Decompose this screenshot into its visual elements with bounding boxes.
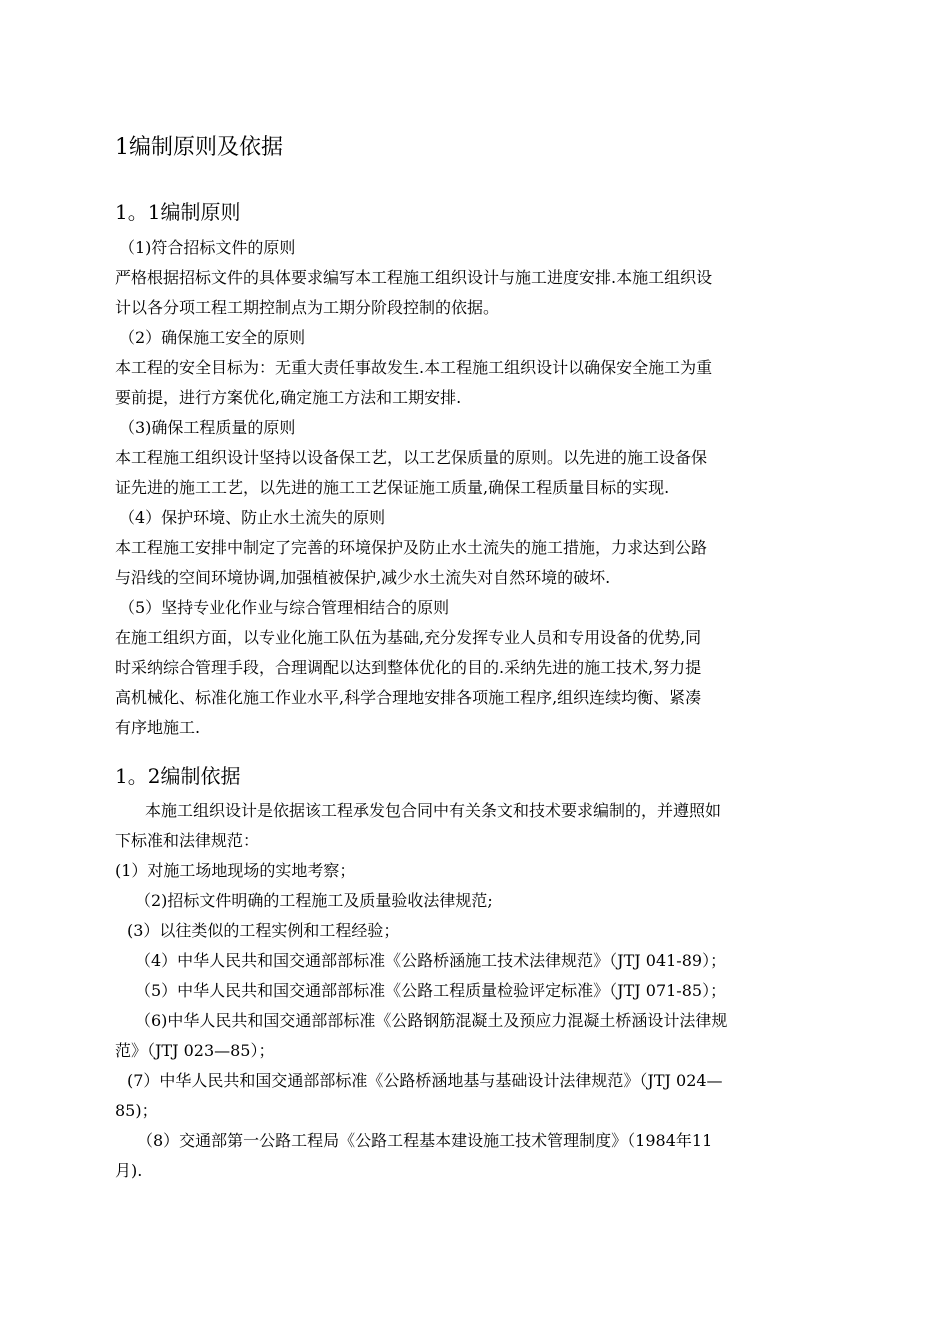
list-item: （2)招标文件明确的工程施工及质量验收法律规范; bbox=[135, 891, 493, 910]
paragraph-line: 下标准和法律规范： bbox=[115, 831, 260, 850]
paragraph-line: 要前提，进行方案优化,确定施工方法和工期安排. bbox=[115, 388, 462, 407]
paragraph-line: 严格根据招标文件的具体要求编写本工程施工组织设计与施工进度安排.本施工组织设 bbox=[115, 268, 713, 287]
paragraph-line: 高机械化、标准化施工作业水平,科学合理地安排各项施工程序,组织连续均衡、紧凑 bbox=[115, 688, 702, 707]
list-item-continued: 范》（JTJ 023—85）； bbox=[115, 1041, 275, 1060]
paragraph-line: 有序地施工. bbox=[115, 718, 201, 737]
paragraph-line: 时采纳综合管理手段，合理调配以达到整体优化的目的.采纳先进的施工技术,努力提 bbox=[115, 658, 702, 677]
paragraph-line: （3)确保工程质量的原则 bbox=[119, 418, 296, 437]
paragraph-line: （1)符合招标文件的原则 bbox=[119, 238, 296, 257]
list-item: (7）中华人民共和国交通部部标准《公路桥涵地基与基础设计法律规范》（JTJ 024— bbox=[127, 1071, 723, 1090]
basis-body bbox=[115, 796, 837, 1186]
list-item-continued: 85)； bbox=[115, 1101, 158, 1120]
document-heading: 1编制原则及依据 bbox=[115, 135, 283, 160]
principles-body bbox=[115, 233, 837, 743]
paragraph-line: 在施工组织方面，以专业化施工队伍为基础,充分发挥专业人员和专用设备的优势,同 bbox=[115, 628, 702, 647]
section-title-principles: 1。1编制原则 bbox=[115, 200, 241, 224]
paragraph-line: 本工程施工组织设计坚持以设备保工艺，以工艺保质量的原则。以先进的施工设备保 bbox=[115, 448, 708, 467]
paragraph-line: 证先进的施工工艺，以先进的施工工艺保证施工质量,确保工程质量目标的实现. bbox=[115, 478, 670, 497]
list-item: （4）中华人民共和国交通部部标准《公路桥涵施工技术法律规范》（JTJ 041-89）； bbox=[135, 951, 727, 970]
paragraph-line: （4）保护环境、防止水土流失的原则 bbox=[119, 508, 386, 527]
section-title-basis: 1。2编制依据 bbox=[115, 764, 241, 788]
list-item: (1）对施工场地现场的实地考察； bbox=[115, 861, 356, 880]
paragraph-line: 本工程施工安排中制定了完善的环境保护及防止水土流失的施工措施，力求达到公路 bbox=[115, 538, 708, 557]
list-item: （5）中华人民共和国交通部部标准《公路工程质量检验评定标准》（JTJ 071-85）； bbox=[135, 981, 727, 1000]
list-item: （8）交通部第一公路工程局《公路工程基本建设施工技术管理制度》（1984年11 bbox=[137, 1131, 713, 1150]
list-item: （6)中华人民共和国交通部部标准《公路钢筋混凝土及预应力混凝土桥涵设计法律规 bbox=[135, 1011, 728, 1030]
paragraph-line: 计以各分项工程工期控制点为工期分阶段控制的依据。 bbox=[115, 298, 500, 317]
paragraph-line: 本工程的安全目标为：无重大责任事故发生.本工程施工组织设计以确保安全施工为重 bbox=[115, 358, 713, 377]
list-item: (3）以往类似的工程实例和工程经验； bbox=[127, 921, 400, 940]
paragraph-line: （5）坚持专业化作业与综合管理相结合的原则 bbox=[119, 598, 450, 617]
paragraph-line: 与沿线的空间环境协调,加强植被保护,减少水土流失对自然环境的破坏. bbox=[115, 568, 611, 587]
paragraph-line: 本施工组织设计是依据该工程承发包合同中有关条文和技术要求编制的，并遵照如 bbox=[145, 801, 722, 820]
list-item-continued: 月). bbox=[115, 1161, 143, 1180]
paragraph-line: （2）确保施工安全的原则 bbox=[119, 328, 306, 347]
